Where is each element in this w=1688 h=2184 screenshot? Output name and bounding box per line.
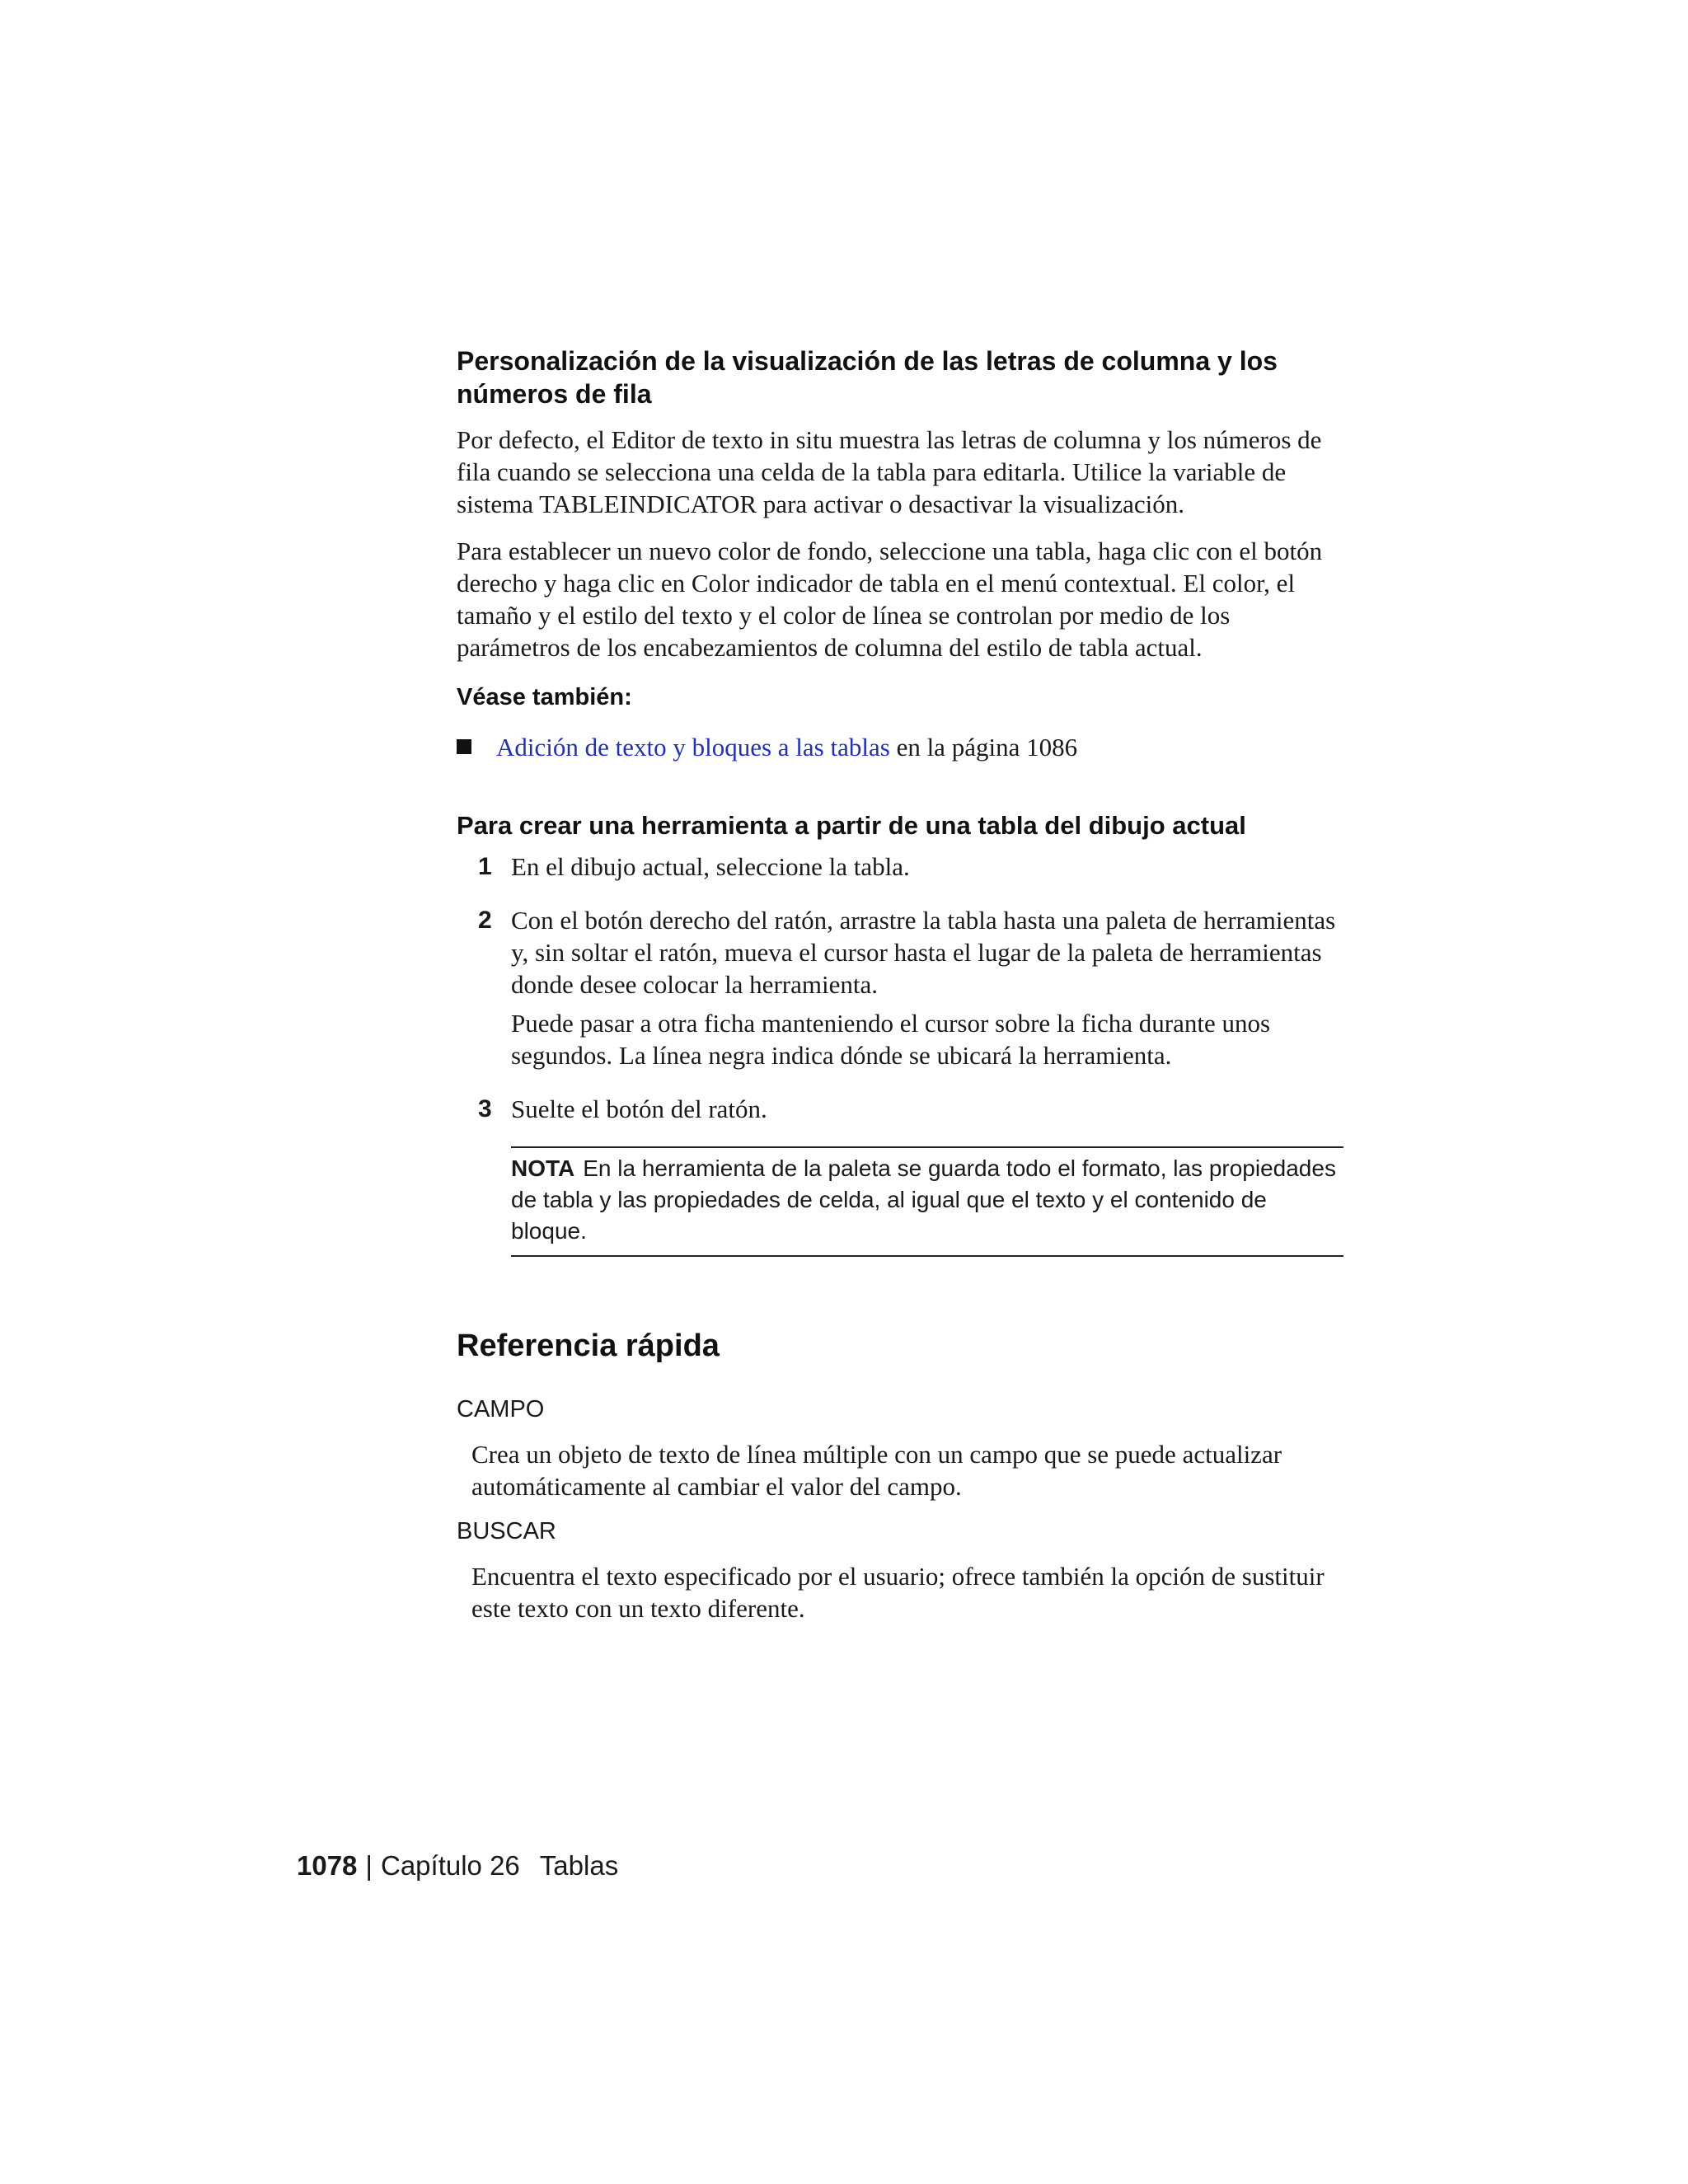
page-reference-text: en la página 1086 xyxy=(889,733,1078,762)
paragraph-background-color: Para establecer un nuevo color de fondo, seleccione una tabla, haga clic con el botón derecho y haga clic en Color indicador de tabla en el menú contextual. El color, el tamaño y el estilo del texto y el color de línea se controlan por medio de los parámetros de los encabezamientos de columna del estilo de tabla actual. xyxy=(457,537,1323,662)
chapter-title: Tablas xyxy=(539,1850,619,1881)
cross-reference-link[interactable]: Adición de texto y bloques a las tablas xyxy=(496,733,890,762)
procedure-step xyxy=(457,851,1343,889)
footer-separator: | xyxy=(365,1850,373,1881)
procedure-title: Para crear una herramienta a partir de una tabla del dibujo actual xyxy=(457,811,1246,840)
procedure-steps xyxy=(457,851,1343,1132)
command-name: CAMPO xyxy=(457,1396,545,1422)
chapter-label: Capítulo 26 xyxy=(381,1850,520,1881)
page-number: 1078 xyxy=(297,1850,358,1881)
command-name: BUSCAR xyxy=(457,1518,556,1544)
square-bullet-icon xyxy=(457,739,471,754)
step-text: Suelte el botón del ratón. xyxy=(511,1094,767,1123)
procedure-step xyxy=(457,1093,1343,1132)
note-box xyxy=(511,1146,1343,1257)
command-description: Crea un objeto de texto de línea múltiple con un campo que se puede actualizar automáticamente al cambiar el valor del campo. xyxy=(471,1440,1282,1501)
step-text: En el dibujo actual, seleccione la tabla. xyxy=(511,852,910,881)
see-also-item xyxy=(457,731,1343,763)
quick-reference-heading: Referencia rápida xyxy=(457,1329,720,1363)
step-number: 2 xyxy=(478,907,492,934)
step-text: Con el botón derecho del ratón, arrastre la tabla hasta una paleta de herramientas y, sin soltar el ratón, mueva el cursor hasta el lugar de la paleta de herramientas donde desee colocar la herramienta. xyxy=(511,906,1336,999)
procedure-step xyxy=(457,904,1343,1078)
page-content xyxy=(457,344,1343,1638)
note-label: NOTA xyxy=(511,1155,575,1181)
see-also-label: Véase también: xyxy=(457,684,632,710)
step-number: 1 xyxy=(478,853,492,880)
section-heading: Personalización de la visualización de las letras de columna y los números de fila xyxy=(457,346,1278,409)
step-number: 3 xyxy=(478,1095,492,1122)
page-footer xyxy=(297,1849,618,1882)
step-subtext: Puede pasar a otra ficha manteniendo el cursor sobre la ficha durante unos segundos. La línea negra indica dónde se ubicará la herramienta. xyxy=(511,1009,1271,1070)
command-description: Encuentra el texto especificado por el usuario; ofrece también la opción de sustituir este texto con un texto diferente. xyxy=(471,1562,1325,1623)
note-text: En la herramienta de la paleta se guarda todo el formato, las propiedades de tabla y las propiedades de celda, al igual que el texto y el contenido de bloque. xyxy=(511,1155,1336,1244)
paragraph-intro: Por defecto, el Editor de texto in situ muestra las letras de columna y los números de fila cuando se selecciona una celda de la tabla para editarla. Utilice la variable de sistema TABLEINDICATOR para activar o desactivar la visualización. xyxy=(457,425,1322,518)
